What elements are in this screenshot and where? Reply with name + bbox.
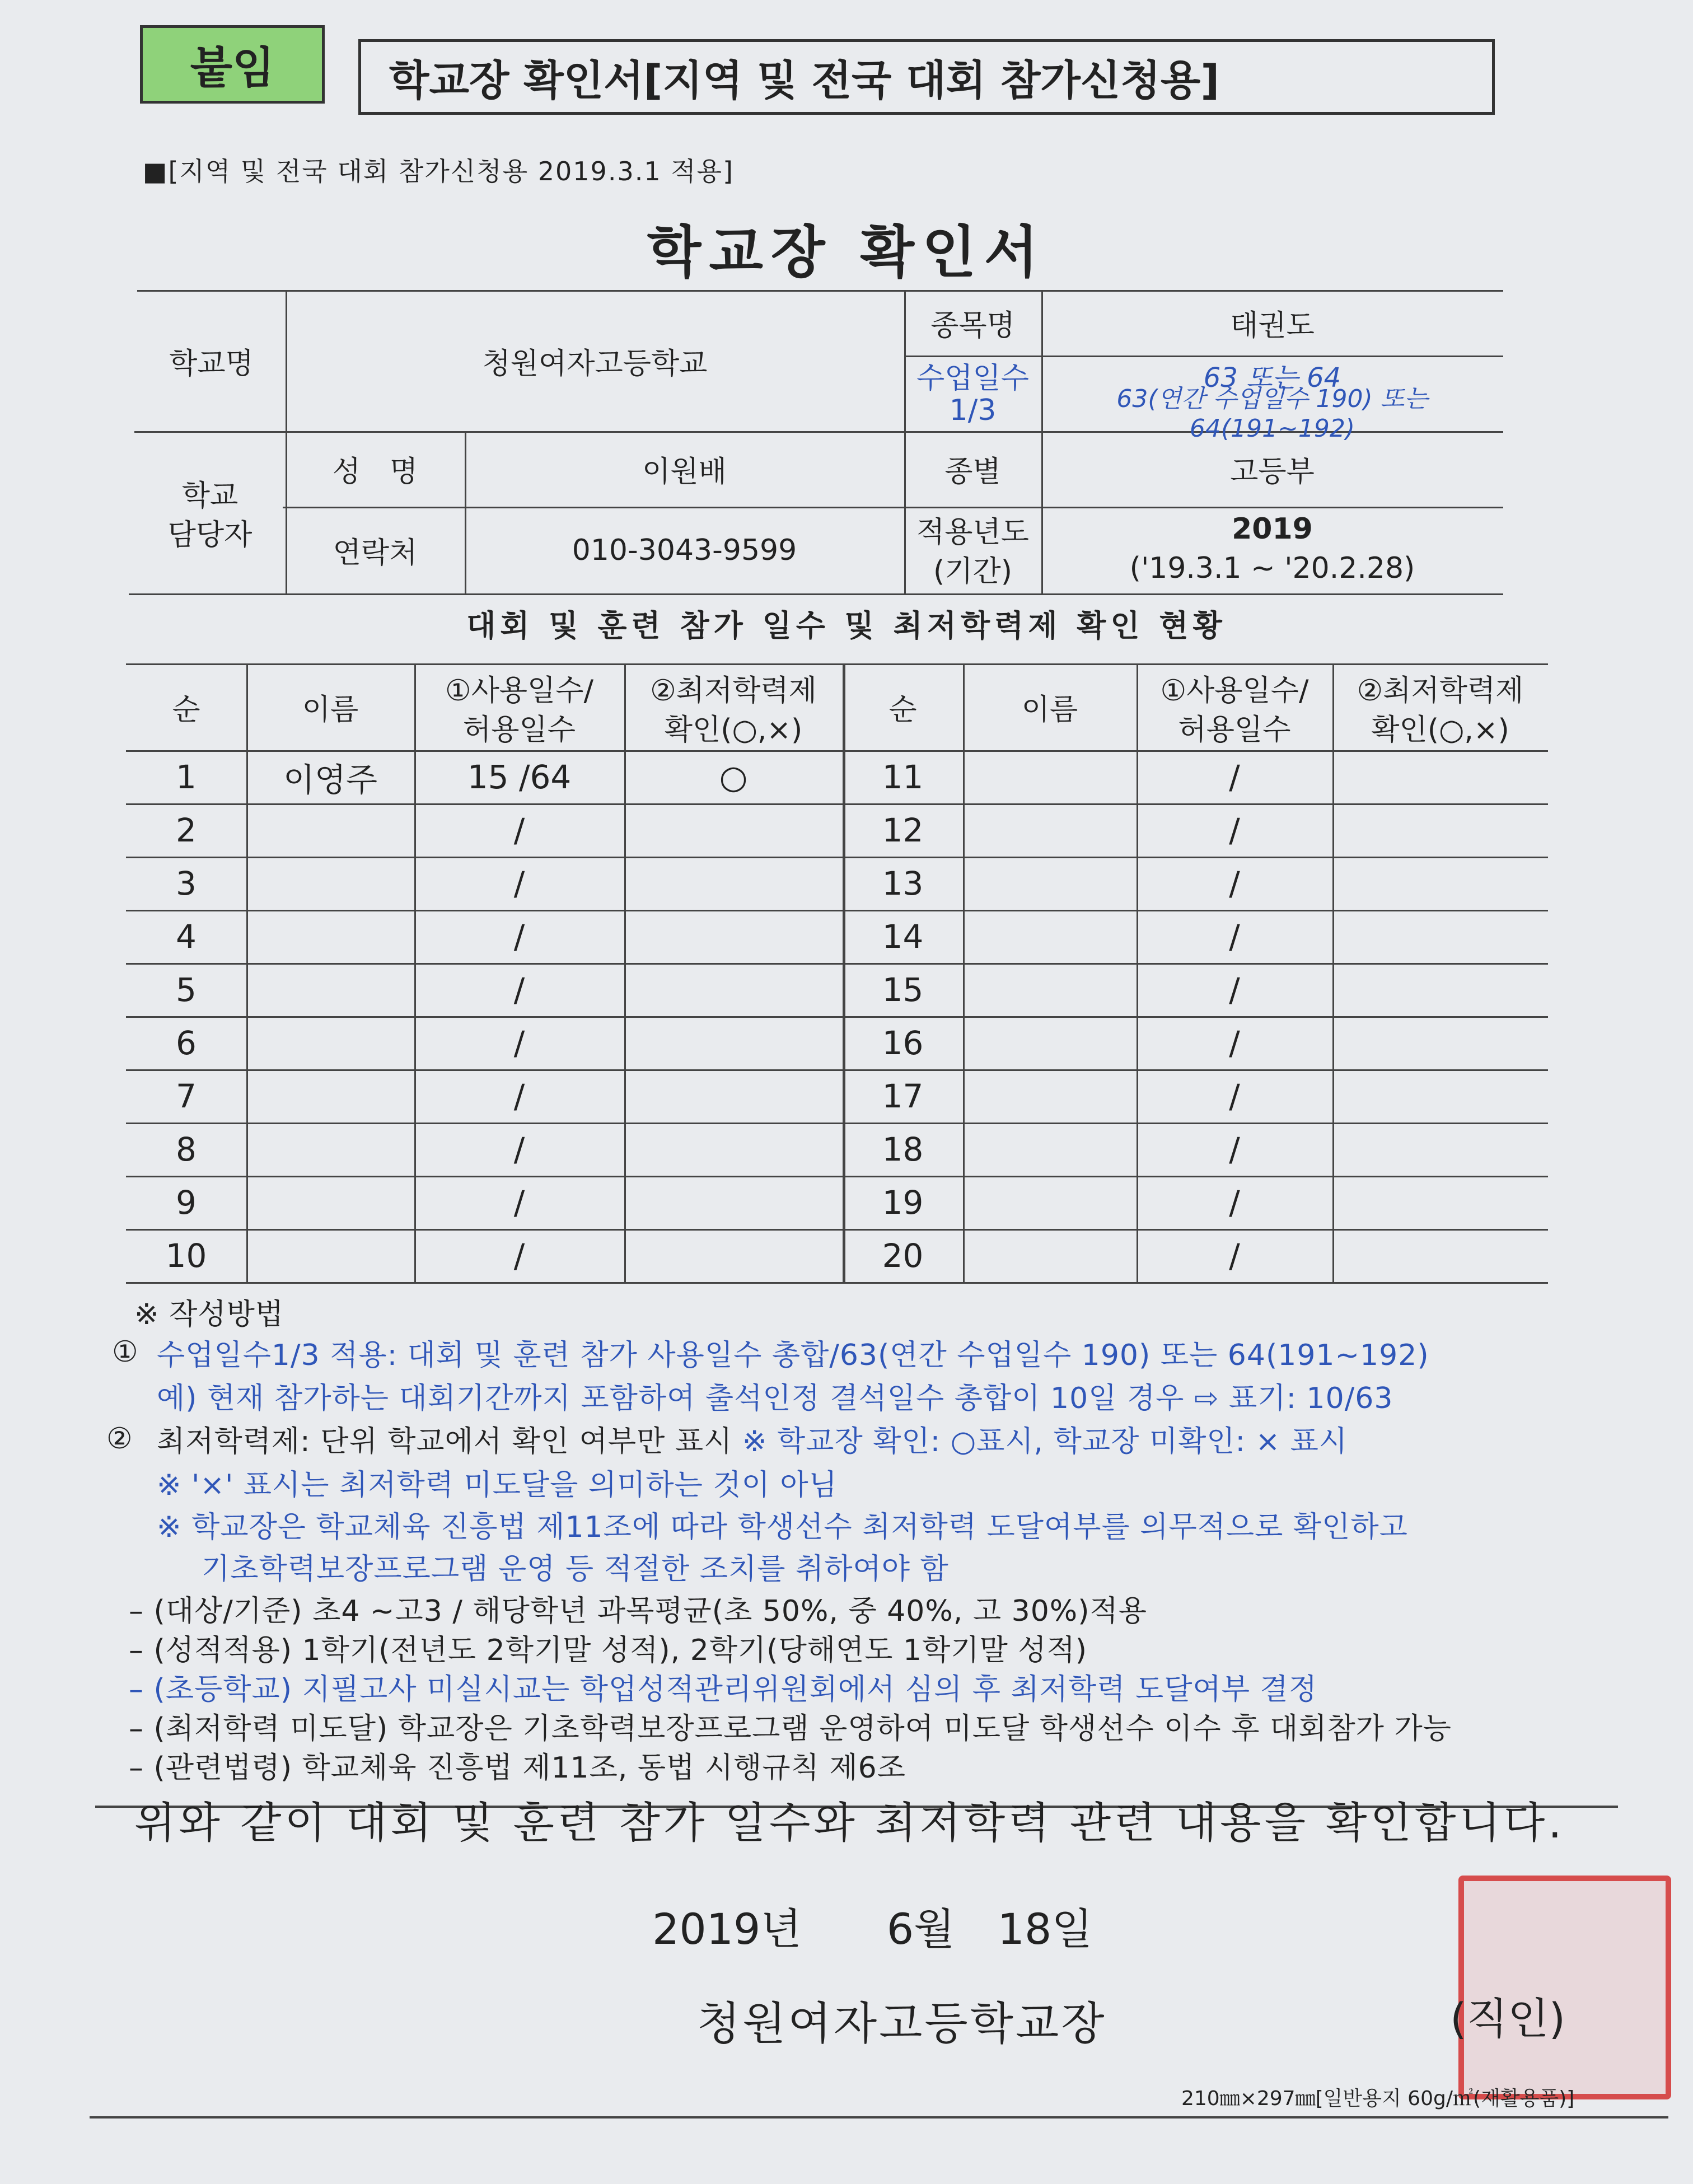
attachment-tag: 붙임 (140, 25, 325, 104)
days-value-2: 63(연간 수업일수 190) 또는 64(191~192) (1116, 384, 1428, 443)
name-value: 이원배 (642, 455, 727, 489)
note-2-sub2: ※ 학교장은 학교체육 진흥법 제11조에 따라 학생선수 최저학력 도달여부를 의무적으로 확인하고 (157, 1510, 1408, 1544)
table-cell-no: 4 (176, 917, 197, 956)
table-cell-name (246, 1229, 414, 1282)
header-name: 이름 (302, 693, 359, 727)
info-line-bottom (129, 593, 1503, 595)
table-cell-name (963, 1123, 1137, 1176)
table-cell-days: / (513, 917, 525, 956)
table-cell-check (1332, 1069, 1548, 1123)
header-check-line1: ②최저학력제 (650, 674, 817, 708)
table-cell-no: 13 (882, 864, 924, 902)
table-cell-no: 9 (176, 1183, 197, 1222)
table-cell-name (246, 910, 414, 963)
table-cell-check (1332, 963, 1548, 1016)
header-check-line2: 확인(○,×) (1371, 713, 1509, 747)
note-2-text (157, 1418, 1348, 1460)
days-value-1: 63 또는 64 (1203, 362, 1341, 394)
year-label-2: (기간) (933, 554, 1013, 588)
note-1-example: 예) 현재 참가하는 대회기간까지 포함하여 출석인정 결석일수 총합이 10일 경우 ⇨ 표기: 10/63 (157, 1382, 1393, 1415)
table-cell-check (1332, 910, 1548, 963)
table-cell-name (246, 1176, 414, 1229)
principal-title: 청원여자고등학교장 (697, 1998, 1107, 2050)
manager-label-1: 학교 (181, 479, 238, 513)
seal-label: (직인) (1450, 1994, 1566, 2043)
note-2-number: ② (106, 1422, 133, 1456)
table-cell-no: 15 (882, 970, 924, 1009)
table-cell-no: 6 (176, 1023, 197, 1062)
table-cell-days: / (513, 1236, 525, 1275)
note-2-sub3: 기초학력보장프로그램 운영 등 적절한 조치를 취하여야 함 (202, 1552, 949, 1586)
table-cell-name (963, 1229, 1137, 1282)
header-days-line1: ①사용일수/ (445, 674, 594, 708)
apply-note: ■[지역 및 전국 대회 참가신청용 2019.3.1 적용] (143, 156, 735, 186)
table-cell-name (963, 1069, 1137, 1123)
table-cell-check (1332, 803, 1548, 857)
note-2-text-a: 최저학력제: 단위 학교에서 확인 여부만 표시 (157, 1425, 742, 1458)
contact-value: 010-3043-9599 (572, 533, 797, 567)
table-cell-name (963, 1176, 1137, 1229)
year-value-1: 2019 (1232, 512, 1313, 546)
header-name: 이름 (1021, 693, 1078, 727)
header-title: 학교장 확인서[지역 및 전국 대회 참가신청용] (358, 39, 1495, 115)
table-cell-name (963, 750, 1137, 803)
grid-row-line (126, 1282, 1548, 1284)
detail-1: – (대상/기준) 초4 ~고3 / 해당학년 과목평균(초 50%, 중 40%, 고 30%)적용 (129, 1594, 1147, 1628)
school-label: 학교명 (169, 347, 254, 381)
notes-heading: ※ 작성방법 (134, 1298, 284, 1331)
table-cell-no: 11 (882, 757, 924, 796)
table-cell-name: 이영주 (283, 760, 378, 799)
table-cell-days: / (1229, 917, 1240, 956)
days-label-1: 수업일수 (916, 361, 1029, 395)
table-cell-name (246, 1069, 414, 1123)
school-value: 청원여자고등학교 (482, 347, 708, 381)
table-cell-name (963, 857, 1137, 910)
section-title: 대회 및 훈련 참가 일수 및 최저학력제 확인 현황 (466, 608, 1227, 643)
table-cell-no: 1 (176, 757, 197, 796)
table-cell-no: 3 (176, 864, 197, 902)
table-cell-days: / (1229, 1077, 1240, 1115)
table-cell-no: 2 (176, 811, 197, 849)
table-cell-check (624, 910, 843, 963)
detail-5: – (관련법령) 학교체육 진흥법 제11조, 동법 시행규칙 제6조 (129, 1751, 906, 1785)
table-cell-check (624, 857, 843, 910)
table-cell-name (963, 963, 1137, 1016)
table-cell-days: / (1229, 1023, 1240, 1062)
table-cell-check (624, 1229, 843, 1282)
table-cell-days: / (1229, 1183, 1240, 1222)
table-cell-name (246, 1016, 414, 1069)
table-cell-check (1332, 857, 1548, 910)
header-no: 순 (172, 693, 200, 727)
table-cell-days: / (513, 1023, 525, 1062)
table-cell-name (963, 1016, 1137, 1069)
table-cell-days: / (1229, 1236, 1240, 1275)
table-cell-check (624, 963, 843, 1016)
year-value-2: ('19.3.1 ~ '20.2.28) (1129, 551, 1415, 585)
table-cell-check (624, 803, 843, 857)
header-check-line2: 확인(○,×) (664, 713, 803, 747)
detail-3: – (초등학교) 지필고사 미실시교는 학업성적관리위원회에서 심의 후 최저학력 도달여부 결정 (129, 1673, 1317, 1706)
contact-label: 연락처 (333, 536, 418, 570)
table-cell-name (246, 857, 414, 910)
confirmation-text: 위와 같이 대회 및 훈련 참가 일수와 최저학력 관련 내용을 확인합니다. (134, 1798, 1565, 1848)
table-cell-days: / (1229, 1130, 1240, 1168)
year-label-1: 적용년도 (916, 515, 1029, 549)
note-1-text: 수업일수1/3 적용: 대회 및 훈련 참가 사용일수 총합/63(연간 수업일수 190) 또는 64(191~192) (157, 1339, 1429, 1372)
division-value: 고등부 (1230, 455, 1315, 489)
table-cell-check (1332, 750, 1548, 803)
table-cell-no: 19 (882, 1183, 924, 1222)
table-cell-no: 16 (882, 1023, 924, 1062)
header-days-line2: 허용일수 (1178, 713, 1291, 747)
table-cell-no: 14 (882, 917, 924, 956)
header-check-line1: ②최저학력제 (1357, 674, 1524, 708)
table-cell-name (246, 1123, 414, 1176)
note-2-text-b: ※ 학교장 확인: ○표시, 학교장 미확인: × 표시 (742, 1425, 1348, 1458)
table-cell-days: / (513, 970, 525, 1009)
table-cell-no: 7 (176, 1077, 197, 1115)
paper-spec: 210㎜×297㎜[일반용지 60g/㎡(재활용품)] (1181, 2087, 1575, 2110)
footer-line (90, 2116, 1668, 2118)
table-cell-days: / (513, 811, 525, 849)
table-cell-days: / (513, 1077, 525, 1115)
table-cell-check (624, 1176, 843, 1229)
table-cell-days: / (1229, 970, 1240, 1009)
days-label-2: 1/3 (949, 394, 997, 427)
table-cell-check (1332, 1176, 1548, 1229)
table-cell-name (963, 803, 1137, 857)
table-cell-no: 20 (882, 1236, 924, 1275)
table-cell-check: ○ (719, 757, 748, 796)
event-value: 태권도 (1230, 309, 1315, 343)
table-cell-name (246, 803, 414, 857)
name-label: 성 명 (332, 455, 418, 489)
confirmation-date: 2019년 6월 18일 (652, 1904, 1093, 1954)
table-cell-check (624, 1123, 843, 1176)
table-cell-days: / (1229, 864, 1240, 902)
table-cell-check (624, 1069, 843, 1123)
header-days-line2: 허용일수 (463, 713, 576, 747)
table-cell-days: / (513, 1130, 525, 1168)
table-cell-name (963, 910, 1137, 963)
header-days-line1: ①사용일수/ (1160, 674, 1309, 708)
note-2-sub1: ※ '×' 표시는 최저학력 미도달을 의미하는 것이 아님 (157, 1469, 838, 1502)
table-cell-check (624, 1016, 843, 1069)
detail-2: – (성적적용) 1학기(전년도 2학기말 성적), 2학기(당해연도 1학기말 성적) (129, 1634, 1088, 1667)
table-cell-check (1332, 1016, 1548, 1069)
table-cell-name (246, 963, 414, 1016)
table-cell-check (1332, 1229, 1548, 1282)
table-cell-days: / (1229, 757, 1240, 796)
table-cell-no: 10 (165, 1236, 207, 1275)
table-cell-days: 15 /64 (467, 757, 572, 796)
table-cell-no: 18 (882, 1130, 924, 1168)
table-cell-check (1332, 1123, 1548, 1176)
table-cell-no: 5 (176, 970, 197, 1009)
note-1-number: ① (112, 1335, 139, 1369)
document-title: 학교장 확인서 (647, 219, 1046, 285)
table-cell-days: / (513, 864, 525, 902)
header-no: 순 (888, 693, 917, 727)
table-cell-days: / (513, 1183, 525, 1222)
manager-label-2: 담당자 (167, 518, 252, 552)
event-label: 종목명 (930, 309, 1015, 343)
division-label: 종별 (944, 455, 1001, 489)
table-cell-no: 17 (882, 1077, 924, 1115)
detail-4: – (최저학력 미도달) 학교장은 기초학력보장프로그램 운영하여 미도달 학생선수 이수 후 대회참가 가능 (129, 1712, 1452, 1746)
table-cell-days: / (1229, 811, 1240, 849)
table-cell-no: 8 (176, 1130, 197, 1168)
table-cell-no: 12 (882, 811, 924, 849)
